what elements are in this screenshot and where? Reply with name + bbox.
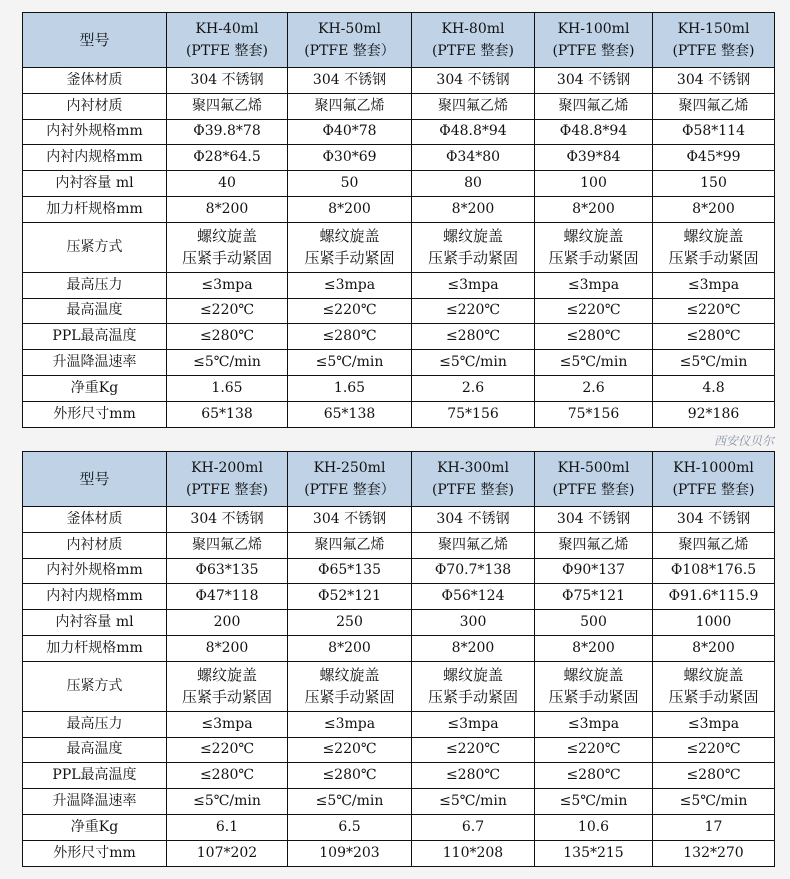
value-cell: ≤280℃ (412, 763, 535, 789)
value-cell: ≤3mpa (535, 272, 653, 298)
value-cell: ≤5℃/min (412, 350, 535, 376)
spec-table-1 (22, 12, 775, 428)
spec-row (23, 401, 775, 427)
value-cell: Φ56*124 (412, 584, 535, 610)
row-label: 压紧方式 (23, 661, 167, 711)
value-cell: ≤220℃ (412, 737, 535, 763)
model-name: KH-100ml (557, 21, 630, 37)
spec-row (23, 584, 775, 610)
value-cell: ≤280℃ (167, 324, 288, 350)
spec-row (23, 93, 775, 119)
value-cell: 8*200 (412, 196, 535, 222)
value-cell: 8*200 (535, 635, 653, 661)
value-cell: 300 (412, 610, 535, 636)
value-cell: Φ70.7*138 (412, 558, 535, 584)
value-cell: ≤5℃/min (535, 789, 653, 815)
row-label: 内衬容量 ml (23, 610, 167, 636)
value-cell: 92*186 (653, 401, 775, 427)
value-line: 压紧手动紧固 (427, 688, 518, 707)
model-subtitle: (PTFE 整套） (304, 482, 395, 498)
spec-row (23, 789, 775, 815)
value-cell: ≤220℃ (167, 737, 288, 763)
model-header-cell (167, 452, 288, 507)
value-cell: 8*200 (167, 635, 288, 661)
value-line: 螺纹旋盖 (319, 666, 380, 685)
value-line: 螺纹旋盖 (442, 227, 503, 246)
value-cell (412, 222, 535, 272)
model-subtitle: (PTFE 整套) (672, 43, 755, 59)
value-cell: 聚四氟乙烯 (535, 532, 653, 558)
spec-row (23, 532, 775, 558)
value-cell: 250 (288, 610, 412, 636)
value-cell: 4.8 (653, 375, 775, 401)
value-cell: Φ63*135 (167, 558, 288, 584)
spec-row (23, 145, 775, 171)
value-cell: ≤220℃ (653, 737, 775, 763)
value-cell: 2.6 (412, 375, 535, 401)
value-cell (535, 222, 653, 272)
model-header-cell (167, 13, 288, 68)
spec-row (23, 507, 775, 533)
value-cell: 150 (653, 171, 775, 197)
value-line: 螺纹旋盖 (563, 666, 624, 685)
value-cell (288, 661, 412, 711)
row-label: 净重Kg (23, 814, 167, 840)
model-subtitle: (PTFE 整套) (431, 482, 515, 498)
value-cell: ≤3mpa (167, 272, 288, 298)
value-cell: 65*138 (288, 401, 412, 427)
value-cell: Φ108*176.5 (653, 558, 775, 584)
value-cell: 132*270 (653, 840, 775, 866)
model-header-cell (653, 13, 775, 68)
value-cell: ≤3mpa (412, 272, 535, 298)
value-cell: 6.5 (288, 814, 412, 840)
value-line: 螺纹旋盖 (563, 227, 624, 246)
value-line: 压紧手动紧固 (427, 249, 518, 268)
value-cell: 10.6 (535, 814, 653, 840)
value-cell: 110*208 (412, 840, 535, 866)
model-header-cell (535, 452, 653, 507)
model-header-cell (412, 13, 535, 68)
spec-row (23, 119, 775, 145)
value-line: 螺纹旋盖 (683, 666, 744, 685)
spec-row (23, 737, 775, 763)
value-cell: Φ30*69 (288, 145, 412, 171)
row-label: PPL最高温度 (23, 324, 167, 350)
row-label: 净重Kg (23, 375, 167, 401)
spec-row (23, 222, 775, 272)
value-cell: ≤5℃/min (167, 350, 288, 376)
value-cell: 聚四氟乙烯 (412, 532, 535, 558)
model-name: KH-500ml (557, 460, 630, 476)
value-cell (167, 661, 288, 711)
value-cell: ≤280℃ (653, 763, 775, 789)
value-cell: Φ34*80 (412, 145, 535, 171)
value-cell: 500 (535, 610, 653, 636)
value-cell: 304 不锈钢 (653, 68, 775, 94)
value-line: 压紧手动紧固 (181, 688, 272, 707)
value-cell: 8*200 (535, 196, 653, 222)
value-line: 压紧手动紧固 (181, 249, 272, 268)
value-cell: ≤280℃ (535, 763, 653, 789)
value-cell: 304 不锈钢 (167, 507, 288, 533)
spec-row (23, 298, 775, 324)
row-label: 升温降温速率 (23, 789, 167, 815)
spec-row (23, 196, 775, 222)
model-subtitle: (PTFE 整套） (304, 43, 395, 59)
model-label-cell: 型号 (23, 452, 167, 507)
value-cell: ≤5℃/min (288, 350, 412, 376)
model-subtitle: (PTFE 整套) (185, 482, 269, 498)
value-cell: Φ90*137 (535, 558, 653, 584)
value-cell: Φ45*99 (653, 145, 775, 171)
value-cell: ≤280℃ (288, 763, 412, 789)
value-cell: ≤3mpa (535, 711, 653, 737)
value-cell: Φ65*135 (288, 558, 412, 584)
row-label: 加力杆规格mm (23, 196, 167, 222)
row-label: 内衬内规格mm (23, 145, 167, 171)
value-line: 螺纹旋盖 (442, 666, 503, 685)
model-header-cell (288, 452, 412, 507)
value-cell (288, 222, 412, 272)
spec-row (23, 711, 775, 737)
row-label: 釜体材质 (23, 507, 167, 533)
value-cell (167, 222, 288, 272)
model-subtitle: (PTFE 整套) (672, 482, 755, 498)
row-label: 最高温度 (23, 737, 167, 763)
row-label: PPL最高温度 (23, 763, 167, 789)
row-label: 外形尺寸mm (23, 401, 167, 427)
value-cell: 107*202 (167, 840, 288, 866)
value-cell: 304 不锈钢 (288, 507, 412, 533)
model-name: KH-50ml (318, 21, 381, 37)
value-cell: ≤3mpa (288, 272, 412, 298)
model-label-cell: 型号 (23, 13, 167, 68)
value-cell: 40 (167, 171, 288, 197)
model-name: KH-80ml (441, 21, 505, 37)
value-cell: ≤280℃ (535, 324, 653, 350)
value-cell: 聚四氟乙烯 (288, 93, 412, 119)
value-line: 螺纹旋盖 (683, 227, 744, 246)
row-label: 加力杆规格mm (23, 635, 167, 661)
value-cell: ≤3mpa (167, 711, 288, 737)
model-name: KH-250ml (313, 460, 386, 476)
model-subtitle: (PTFE 整套) (185, 43, 269, 59)
row-label: 内衬外规格mm (23, 558, 167, 584)
value-cell: Φ40*78 (288, 119, 412, 145)
model-subtitle: (PTFE 整套) (552, 43, 635, 59)
spec-row (23, 763, 775, 789)
value-cell: ≤280℃ (288, 324, 412, 350)
value-cell: 304 不锈钢 (412, 507, 535, 533)
value-cell: 6.1 (167, 814, 288, 840)
value-cell: 2.6 (535, 375, 653, 401)
model-subtitle: (PTFE 整套) (552, 482, 635, 498)
value-cell: ≤3mpa (288, 711, 412, 737)
value-cell: Φ39.8*78 (167, 119, 288, 145)
value-cell (412, 661, 535, 711)
value-line: 螺纹旋盖 (196, 227, 257, 246)
value-cell: ≤280℃ (412, 324, 535, 350)
value-cell: 聚四氟乙烯 (653, 532, 775, 558)
value-cell: 聚四氟乙烯 (653, 93, 775, 119)
value-cell: Φ75*121 (535, 584, 653, 610)
value-cell: 80 (412, 171, 535, 197)
value-cell: 聚四氟乙烯 (288, 532, 412, 558)
header-row (23, 452, 775, 507)
value-line: 压紧手动紧固 (668, 688, 759, 707)
value-cell: ≤5℃/min (653, 789, 775, 815)
value-cell: 304 不锈钢 (535, 68, 653, 94)
value-line: 螺纹旋盖 (196, 666, 257, 685)
row-label: 内衬容量 ml (23, 171, 167, 197)
spec-row (23, 661, 775, 711)
value-cell: Φ52*121 (288, 584, 412, 610)
value-cell: ≤5℃/min (535, 350, 653, 376)
header-row (23, 13, 775, 68)
value-cell: ≤220℃ (653, 298, 775, 324)
spec-row (23, 272, 775, 298)
spec-row (23, 324, 775, 350)
value-cell: ≤220℃ (535, 298, 653, 324)
value-cell: 304 不锈钢 (412, 68, 535, 94)
value-cell (653, 222, 775, 272)
value-cell: 6.7 (412, 814, 535, 840)
spec-row (23, 814, 775, 840)
spec-table-2 (22, 451, 775, 867)
value-cell: ≤220℃ (535, 737, 653, 763)
value-cell: 8*200 (653, 196, 775, 222)
row-label: 内衬材质 (23, 532, 167, 558)
value-cell: 8*200 (412, 635, 535, 661)
value-cell: ≤280℃ (167, 763, 288, 789)
model-header-cell (653, 452, 775, 507)
spec-row (23, 68, 775, 94)
spec-row (23, 171, 775, 197)
value-cell: 75*156 (535, 401, 653, 427)
value-cell: 75*156 (412, 401, 535, 427)
row-label: 外形尺寸mm (23, 840, 167, 866)
value-cell: Φ28*64.5 (167, 145, 288, 171)
model-header-cell (535, 13, 653, 68)
model-name: KH-1000ml (673, 460, 754, 476)
value-cell: 109*203 (288, 840, 412, 866)
row-label: 釜体材质 (23, 68, 167, 94)
value-cell: 聚四氟乙烯 (535, 93, 653, 119)
value-cell: 8*200 (167, 196, 288, 222)
value-line: 螺纹旋盖 (319, 227, 380, 246)
row-label: 最高温度 (23, 298, 167, 324)
value-cell: ≤3mpa (653, 272, 775, 298)
value-cell: 304 不锈钢 (653, 507, 775, 533)
value-cell: ≤220℃ (167, 298, 288, 324)
watermark-text: 西安仪贝尔 (713, 434, 774, 448)
spec-row (23, 558, 775, 584)
value-cell: 135*215 (535, 840, 653, 866)
value-cell: ≤3mpa (412, 711, 535, 737)
value-cell: Φ47*118 (167, 584, 288, 610)
model-name: KH-200ml (191, 460, 263, 476)
value-cell: 8*200 (653, 635, 775, 661)
value-cell: ≤3mpa (653, 711, 775, 737)
row-label: 最高压力 (23, 272, 167, 298)
model-header-cell (288, 13, 412, 68)
value-cell (535, 661, 653, 711)
value-cell: 200 (167, 610, 288, 636)
value-cell: 17 (653, 814, 775, 840)
value-cell: ≤280℃ (653, 324, 775, 350)
value-cell: 1000 (653, 610, 775, 636)
value-cell: 100 (535, 171, 653, 197)
value-line: 压紧手动紧固 (548, 688, 639, 707)
value-cell: 8*200 (288, 196, 412, 222)
value-cell: 聚四氟乙烯 (167, 93, 288, 119)
row-label: 升温降温速率 (23, 350, 167, 376)
value-cell: 304 不锈钢 (535, 507, 653, 533)
value-cell: Φ48.8*94 (412, 119, 535, 145)
value-cell: 304 不锈钢 (288, 68, 412, 94)
model-name: KH-150ml (677, 21, 750, 37)
spec-row (23, 840, 775, 866)
spec-row (23, 375, 775, 401)
value-cell: 1.65 (167, 375, 288, 401)
value-cell: 65*138 (167, 401, 288, 427)
row-label: 内衬材质 (23, 93, 167, 119)
row-label: 压紧方式 (23, 222, 167, 272)
value-line: 压紧手动紧固 (668, 249, 759, 268)
value-cell: 304 不锈钢 (167, 68, 288, 94)
value-cell: 8*200 (288, 635, 412, 661)
value-cell: ≤5℃/min (412, 789, 535, 815)
value-cell: Φ39*84 (535, 145, 653, 171)
value-cell: ≤5℃/min (653, 350, 775, 376)
value-line: 压紧手动紧固 (304, 249, 395, 268)
value-cell: 50 (288, 171, 412, 197)
spec-row (23, 350, 775, 376)
value-cell: ≤220℃ (288, 298, 412, 324)
row-label: 内衬内规格mm (23, 584, 167, 610)
row-label: 最高压力 (23, 711, 167, 737)
spec-row (23, 635, 775, 661)
value-line: 压紧手动紧固 (304, 688, 395, 707)
model-header-cell (412, 452, 535, 507)
model-name: KH-300ml (437, 460, 509, 476)
row-label: 内衬外规格mm (23, 119, 167, 145)
value-cell: ≤5℃/min (288, 789, 412, 815)
value-cell: ≤220℃ (288, 737, 412, 763)
value-cell: Φ58*114 (653, 119, 775, 145)
value-cell: ≤220℃ (412, 298, 535, 324)
spec-row (23, 610, 775, 636)
value-cell: 聚四氟乙烯 (167, 532, 288, 558)
value-cell: Φ48.8*94 (535, 119, 653, 145)
value-cell: 1.65 (288, 375, 412, 401)
value-cell (653, 661, 775, 711)
model-subtitle: (PTFE 整套) (431, 43, 515, 59)
value-cell: ≤5℃/min (167, 789, 288, 815)
value-cell: 聚四氟乙烯 (412, 93, 535, 119)
value-cell: Φ91.6*115.9 (653, 584, 775, 610)
model-name: KH-40ml (195, 21, 259, 37)
value-line: 压紧手动紧固 (548, 249, 639, 268)
